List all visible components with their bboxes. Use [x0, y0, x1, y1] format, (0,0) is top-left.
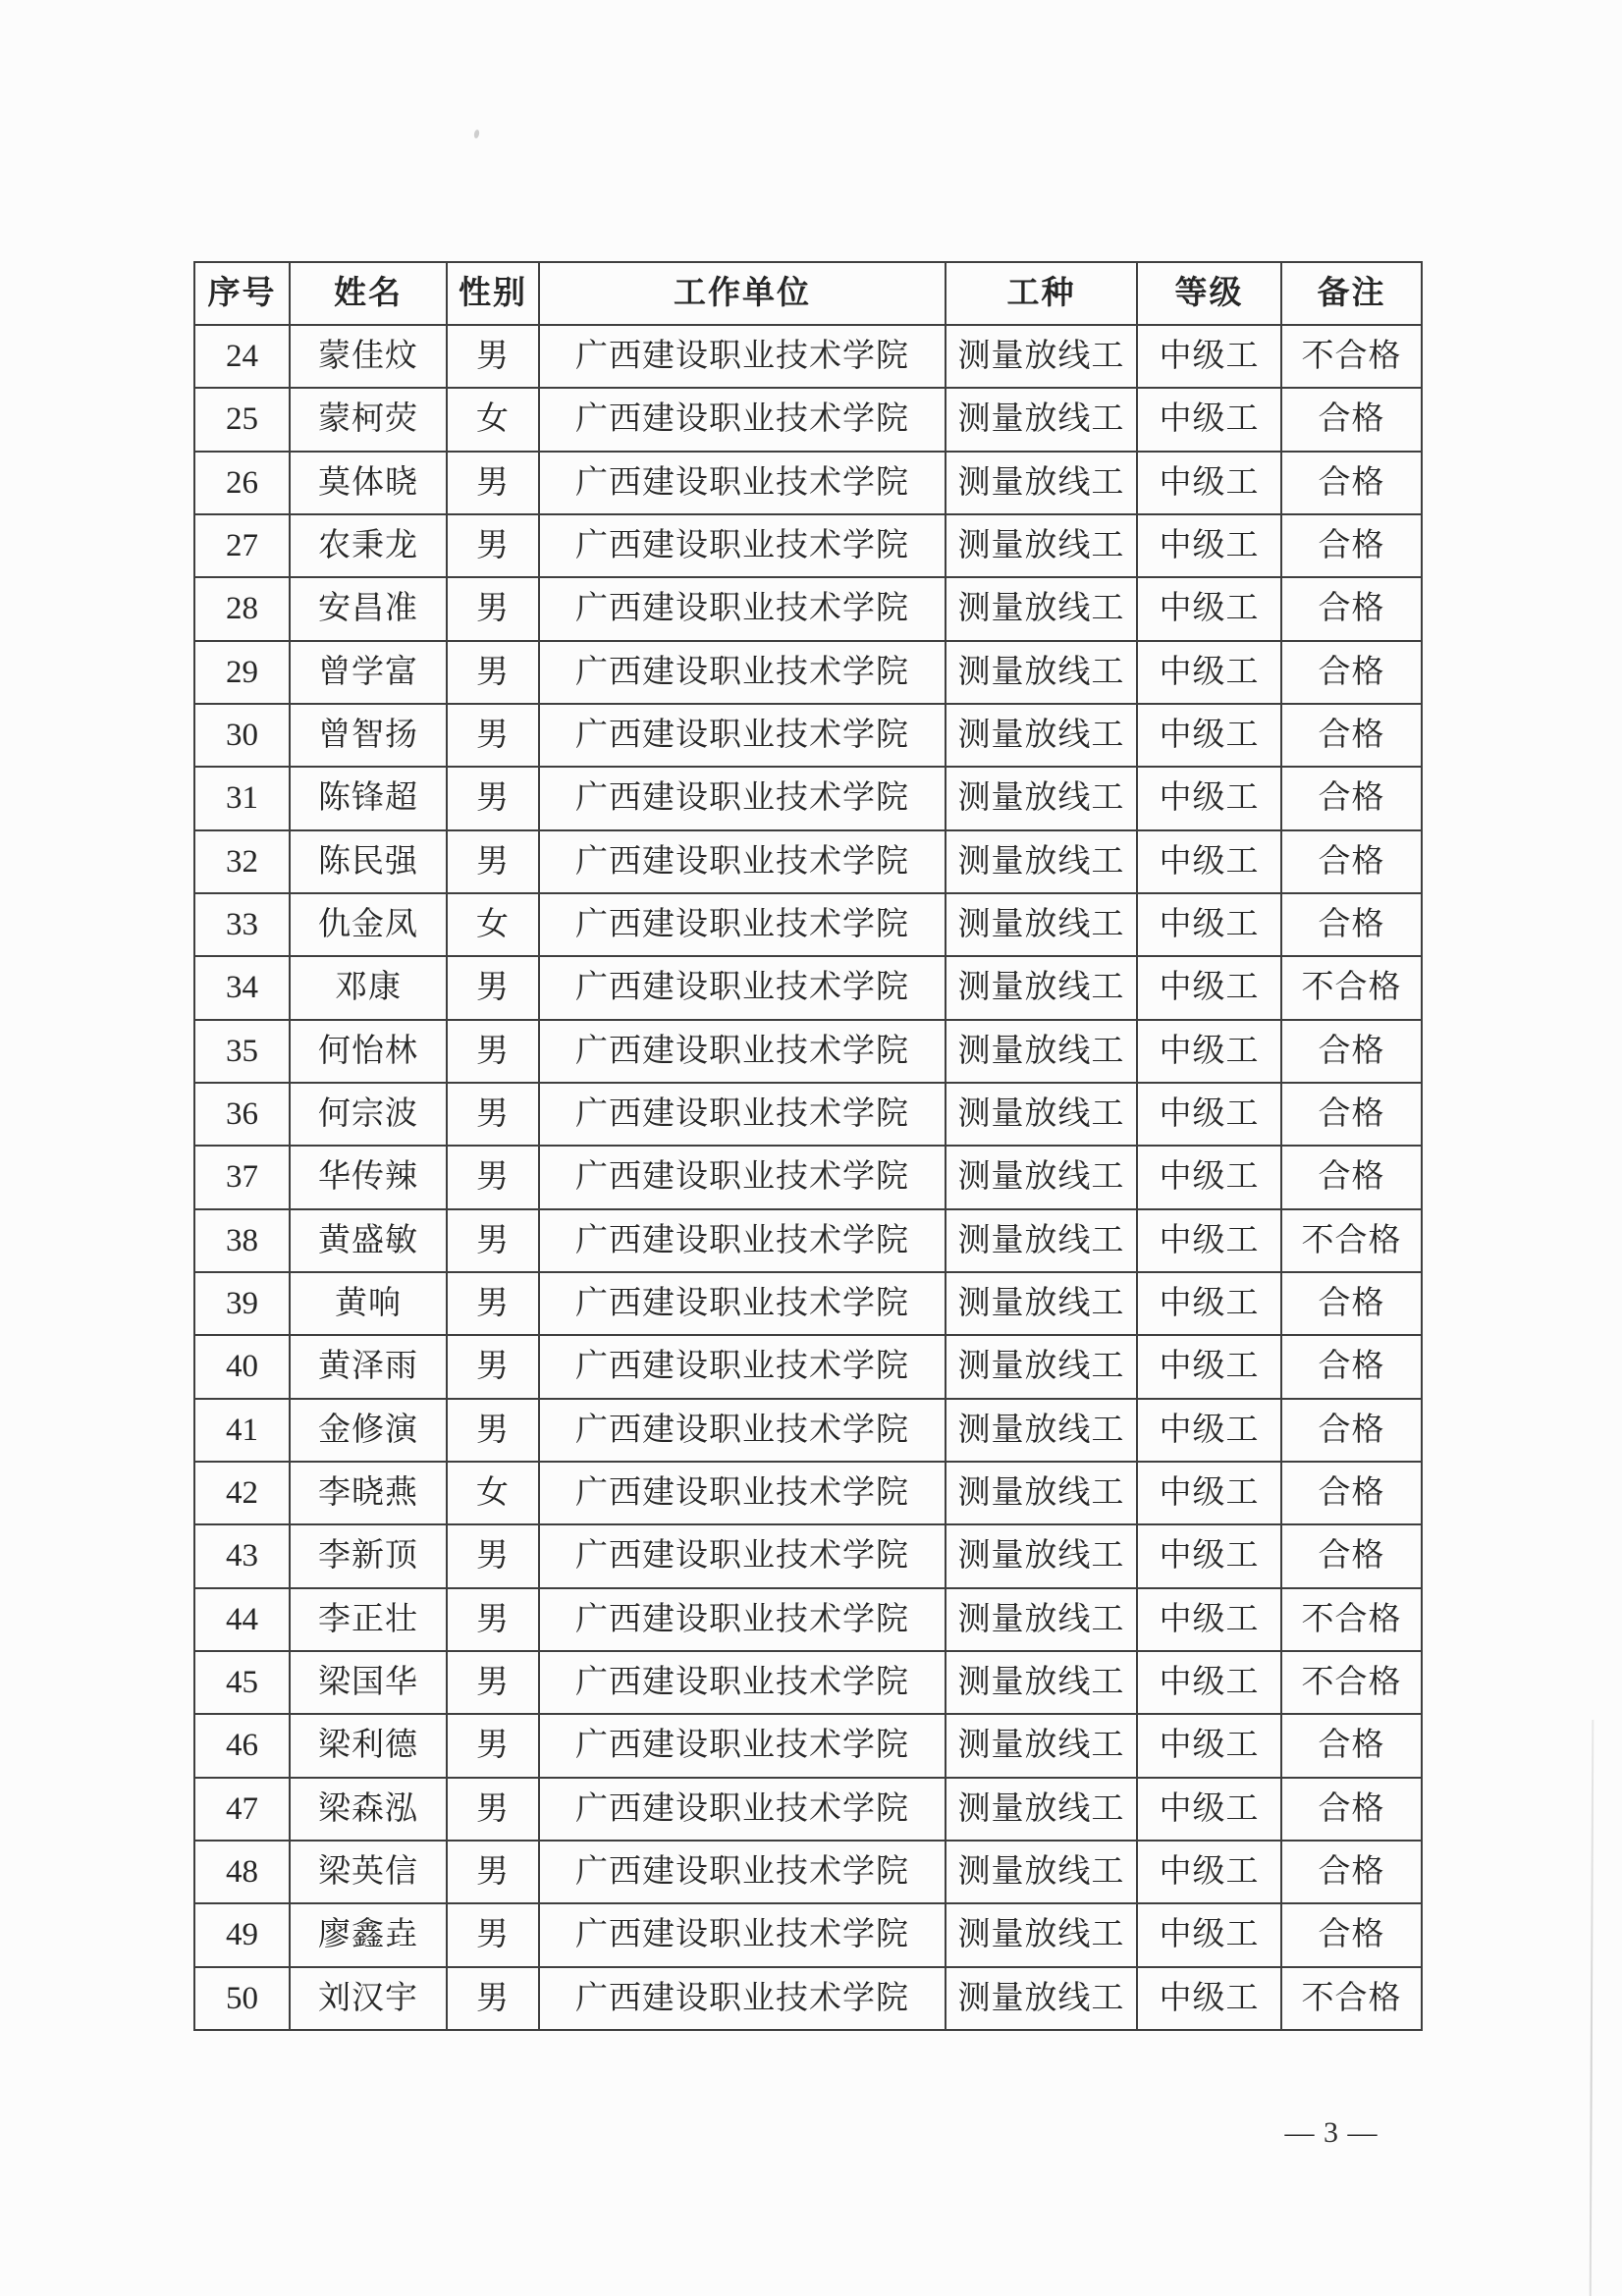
cell-serial: 40 [194, 1335, 290, 1398]
cell-gender: 男 [447, 704, 539, 767]
cell-grade: 中级工 [1137, 956, 1281, 1019]
cell-name: 梁森泓 [290, 1778, 447, 1841]
cell-gender: 男 [447, 1020, 539, 1083]
table-row [194, 1903, 1422, 1966]
cell-name: 金修演 [290, 1399, 447, 1462]
cell-trade: 测量放线工 [946, 1020, 1137, 1083]
cell-remark: 合格 [1281, 577, 1422, 640]
cell-grade: 中级工 [1137, 767, 1281, 829]
cell-gender: 男 [447, 1588, 539, 1651]
table-row [194, 1399, 1422, 1462]
cell-name: 农秉龙 [290, 514, 447, 577]
table-row [194, 767, 1422, 829]
cell-trade: 测量放线工 [946, 1778, 1137, 1841]
cell-gender: 男 [447, 452, 539, 514]
table-row [194, 1083, 1422, 1146]
cell-gender: 男 [447, 1841, 539, 1903]
cell-name: 陈民强 [290, 830, 447, 893]
cell-grade: 中级工 [1137, 1272, 1281, 1335]
cell-serial: 24 [194, 325, 290, 388]
cell-serial: 27 [194, 514, 290, 577]
cell-serial: 35 [194, 1020, 290, 1083]
cell-serial: 45 [194, 1651, 290, 1714]
page-number: — 3 — [1284, 2116, 1379, 2149]
table-row [194, 641, 1422, 704]
cell-grade: 中级工 [1137, 1967, 1281, 2030]
cell-serial: 37 [194, 1146, 290, 1208]
cell-work-unit: 广西建设职业技术学院 [539, 1462, 946, 1524]
cell-gender: 男 [447, 1778, 539, 1841]
cell-serial: 38 [194, 1209, 290, 1272]
cell-trade: 测量放线工 [946, 893, 1137, 956]
cell-name: 李正壮 [290, 1588, 447, 1651]
cell-grade: 中级工 [1137, 1651, 1281, 1714]
cell-work-unit: 广西建设职业技术学院 [539, 767, 946, 829]
cell-work-unit: 广西建设职业技术学院 [539, 514, 946, 577]
cell-gender: 男 [447, 1524, 539, 1587]
cell-name: 曾学富 [290, 641, 447, 704]
cell-serial: 48 [194, 1841, 290, 1903]
cell-gender: 男 [447, 1335, 539, 1398]
cell-trade: 测量放线工 [946, 1714, 1137, 1777]
cell-grade: 中级工 [1137, 1146, 1281, 1208]
table-row [194, 1020, 1422, 1083]
cell-remark: 合格 [1281, 1146, 1422, 1208]
cell-name: 何怡林 [290, 1020, 447, 1083]
cell-gender: 男 [447, 641, 539, 704]
cell-gender: 男 [447, 1903, 539, 1966]
cell-name: 黄泽雨 [290, 1335, 447, 1398]
cell-grade: 中级工 [1137, 704, 1281, 767]
cell-name: 何宗波 [290, 1083, 447, 1146]
column-header-gender: 性别 [447, 262, 539, 325]
cell-trade: 测量放线工 [946, 641, 1137, 704]
table-row [194, 1841, 1422, 1903]
table-row [194, 1146, 1422, 1208]
cell-serial: 44 [194, 1588, 290, 1651]
cell-trade: 测量放线工 [946, 1209, 1137, 1272]
cell-trade: 测量放线工 [946, 388, 1137, 451]
cell-name: 廖鑫垚 [290, 1903, 447, 1966]
cell-name: 安昌准 [290, 577, 447, 640]
cell-serial: 28 [194, 577, 290, 640]
cell-serial: 30 [194, 704, 290, 767]
cell-name: 莫体晓 [290, 452, 447, 514]
cell-grade: 中级工 [1137, 388, 1281, 451]
cell-grade: 中级工 [1137, 1399, 1281, 1462]
cell-gender: 男 [447, 767, 539, 829]
cell-remark: 合格 [1281, 514, 1422, 577]
cell-trade: 测量放线工 [946, 1335, 1137, 1398]
cell-grade: 中级工 [1137, 1778, 1281, 1841]
cell-work-unit: 广西建设职业技术学院 [539, 830, 946, 893]
cell-trade: 测量放线工 [946, 767, 1137, 829]
cell-name: 陈锋超 [290, 767, 447, 829]
cell-remark: 合格 [1281, 1714, 1422, 1777]
cell-work-unit: 广西建设职业技术学院 [539, 641, 946, 704]
cell-trade: 测量放线工 [946, 1841, 1137, 1903]
cell-serial: 34 [194, 956, 290, 1019]
cell-trade: 测量放线工 [946, 577, 1137, 640]
cell-trade: 测量放线工 [946, 956, 1137, 1019]
cell-serial: 50 [194, 1967, 290, 2030]
cell-work-unit: 广西建设职业技术学院 [539, 1651, 946, 1714]
cell-remark: 合格 [1281, 641, 1422, 704]
certification-results-table [193, 261, 1423, 2031]
table-row [194, 1462, 1422, 1524]
cell-serial: 29 [194, 641, 290, 704]
table-row [194, 514, 1422, 577]
scan-artifact-line [1590, 1720, 1595, 2296]
cell-trade: 测量放线工 [946, 1588, 1137, 1651]
cell-remark: 合格 [1281, 704, 1422, 767]
cell-gender: 女 [447, 893, 539, 956]
cell-grade: 中级工 [1137, 830, 1281, 893]
cell-name: 梁英信 [290, 1841, 447, 1903]
cell-gender: 男 [447, 1272, 539, 1335]
cell-name: 李晓燕 [290, 1462, 447, 1524]
table-row [194, 577, 1422, 640]
cell-remark: 合格 [1281, 452, 1422, 514]
cell-grade: 中级工 [1137, 1209, 1281, 1272]
table-row [194, 704, 1422, 767]
cell-trade: 测量放线工 [946, 1967, 1137, 2030]
cell-trade: 测量放线工 [946, 514, 1137, 577]
table-row [194, 956, 1422, 1019]
cell-trade: 测量放线工 [946, 1083, 1137, 1146]
cell-name: 邓康 [290, 956, 447, 1019]
cell-trade: 测量放线工 [946, 1651, 1137, 1714]
cell-trade: 测量放线工 [946, 1146, 1137, 1208]
cell-name: 黄盛敏 [290, 1209, 447, 1272]
column-header-work-unit: 工作单位 [539, 262, 946, 325]
cell-name: 蒙柯荧 [290, 388, 447, 451]
column-header-trade: 工种 [946, 262, 1137, 325]
cell-gender: 男 [447, 1714, 539, 1777]
cell-grade: 中级工 [1137, 452, 1281, 514]
cell-serial: 39 [194, 1272, 290, 1335]
cell-remark: 不合格 [1281, 956, 1422, 1019]
table-row [194, 1588, 1422, 1651]
cell-gender: 男 [447, 956, 539, 1019]
cell-work-unit: 广西建设职业技术学院 [539, 1967, 946, 2030]
cell-grade: 中级工 [1137, 1524, 1281, 1587]
cell-serial: 25 [194, 388, 290, 451]
cell-trade: 测量放线工 [946, 452, 1137, 514]
cell-grade: 中级工 [1137, 1841, 1281, 1903]
cell-grade: 中级工 [1137, 893, 1281, 956]
cell-serial: 49 [194, 1903, 290, 1966]
cell-trade: 测量放线工 [946, 704, 1137, 767]
cell-gender: 女 [447, 1462, 539, 1524]
cell-name: 蒙佳炆 [290, 325, 447, 388]
cell-remark: 合格 [1281, 1335, 1422, 1398]
cell-serial: 32 [194, 830, 290, 893]
table-row [194, 1714, 1422, 1777]
table-row [194, 1967, 1422, 2030]
cell-remark: 不合格 [1281, 325, 1422, 388]
cell-grade: 中级工 [1137, 1020, 1281, 1083]
table-row [194, 1272, 1422, 1335]
cell-gender: 男 [447, 514, 539, 577]
cell-serial: 47 [194, 1778, 290, 1841]
cell-gender: 男 [447, 577, 539, 640]
table-row [194, 1651, 1422, 1714]
cell-remark: 合格 [1281, 830, 1422, 893]
cell-remark: 合格 [1281, 767, 1422, 829]
cell-grade: 中级工 [1137, 1462, 1281, 1524]
cell-name: 刘汉宇 [290, 1967, 447, 2030]
cell-remark: 合格 [1281, 1020, 1422, 1083]
cell-remark: 不合格 [1281, 1651, 1422, 1714]
cell-gender: 男 [447, 1083, 539, 1146]
cell-remark: 合格 [1281, 1524, 1422, 1587]
cell-gender: 女 [447, 388, 539, 451]
cell-trade: 测量放线工 [946, 325, 1137, 388]
column-header-serial: 序号 [194, 262, 290, 325]
table-row [194, 452, 1422, 514]
column-header-name: 姓名 [290, 262, 447, 325]
cell-gender: 男 [447, 325, 539, 388]
scan-artifact-dot [473, 130, 480, 139]
cell-remark: 不合格 [1281, 1209, 1422, 1272]
cell-work-unit: 广西建设职业技术学院 [539, 704, 946, 767]
cell-name: 黄响 [290, 1272, 447, 1335]
cell-work-unit: 广西建设职业技术学院 [539, 1083, 946, 1146]
cell-work-unit: 广西建设职业技术学院 [539, 452, 946, 514]
cell-grade: 中级工 [1137, 514, 1281, 577]
cell-work-unit: 广西建设职业技术学院 [539, 1841, 946, 1903]
cell-remark: 不合格 [1281, 1588, 1422, 1651]
cell-remark: 合格 [1281, 388, 1422, 451]
cell-trade: 测量放线工 [946, 830, 1137, 893]
table-row [194, 1524, 1422, 1587]
cell-grade: 中级工 [1137, 1588, 1281, 1651]
table-header [194, 262, 1422, 325]
cell-work-unit: 广西建设职业技术学院 [539, 1524, 946, 1587]
cell-serial: 26 [194, 452, 290, 514]
cell-work-unit: 广西建设职业技术学院 [539, 1146, 946, 1208]
cell-work-unit: 广西建设职业技术学院 [539, 1903, 946, 1966]
cell-remark: 合格 [1281, 1778, 1422, 1841]
cell-work-unit: 广西建设职业技术学院 [539, 325, 946, 388]
cell-work-unit: 广西建设职业技术学院 [539, 1020, 946, 1083]
cell-name: 李新顶 [290, 1524, 447, 1587]
cell-remark: 合格 [1281, 1083, 1422, 1146]
cell-serial: 41 [194, 1399, 290, 1462]
cell-remark: 不合格 [1281, 1967, 1422, 2030]
cell-trade: 测量放线工 [946, 1272, 1137, 1335]
cell-serial: 43 [194, 1524, 290, 1587]
cell-serial: 42 [194, 1462, 290, 1524]
cell-remark: 合格 [1281, 893, 1422, 956]
cell-work-unit: 广西建设职业技术学院 [539, 956, 946, 1019]
cell-gender: 男 [447, 1399, 539, 1462]
cell-name: 曾智扬 [290, 704, 447, 767]
cell-name: 梁利德 [290, 1714, 447, 1777]
table-row [194, 388, 1422, 451]
cell-remark: 合格 [1281, 1272, 1422, 1335]
cell-work-unit: 广西建设职业技术学院 [539, 1714, 946, 1777]
cell-name: 梁国华 [290, 1651, 447, 1714]
cell-trade: 测量放线工 [946, 1903, 1137, 1966]
cell-remark: 合格 [1281, 1462, 1422, 1524]
cell-work-unit: 广西建设职业技术学院 [539, 1399, 946, 1462]
cell-grade: 中级工 [1137, 1335, 1281, 1398]
cell-work-unit: 广西建设职业技术学院 [539, 1588, 946, 1651]
cell-grade: 中级工 [1137, 325, 1281, 388]
cell-work-unit: 广西建设职业技术学院 [539, 893, 946, 956]
cell-trade: 测量放线工 [946, 1524, 1137, 1587]
table-row [194, 325, 1422, 388]
cell-grade: 中级工 [1137, 577, 1281, 640]
table-row [194, 1209, 1422, 1272]
cell-gender: 男 [447, 1967, 539, 2030]
cell-gender: 男 [447, 1209, 539, 1272]
cell-grade: 中级工 [1137, 1083, 1281, 1146]
cell-grade: 中级工 [1137, 641, 1281, 704]
cell-work-unit: 广西建设职业技术学院 [539, 1335, 946, 1398]
cell-serial: 33 [194, 893, 290, 956]
column-header-grade: 等级 [1137, 262, 1281, 325]
cell-trade: 测量放线工 [946, 1462, 1137, 1524]
cell-work-unit: 广西建设职业技术学院 [539, 1272, 946, 1335]
cell-work-unit: 广西建设职业技术学院 [539, 577, 946, 640]
cell-serial: 46 [194, 1714, 290, 1777]
cell-work-unit: 广西建设职业技术学院 [539, 388, 946, 451]
table-row [194, 830, 1422, 893]
cell-grade: 中级工 [1137, 1903, 1281, 1966]
cell-work-unit: 广西建设职业技术学院 [539, 1778, 946, 1841]
cell-name: 华传辣 [290, 1146, 447, 1208]
cell-remark: 合格 [1281, 1903, 1422, 1966]
cell-serial: 31 [194, 767, 290, 829]
cell-grade: 中级工 [1137, 1714, 1281, 1777]
cell-remark: 合格 [1281, 1841, 1422, 1903]
table-row [194, 1335, 1422, 1398]
column-header-remark: 备注 [1281, 262, 1422, 325]
table-body [194, 325, 1422, 2030]
cell-work-unit: 广西建设职业技术学院 [539, 1209, 946, 1272]
table-header-row [194, 262, 1422, 325]
cell-remark: 合格 [1281, 1399, 1422, 1462]
cell-trade: 测量放线工 [946, 1399, 1137, 1462]
table-row [194, 1778, 1422, 1841]
cell-gender: 男 [447, 1651, 539, 1714]
cell-name: 仇金凤 [290, 893, 447, 956]
table-row [194, 893, 1422, 956]
cell-gender: 男 [447, 1146, 539, 1208]
cell-serial: 36 [194, 1083, 290, 1146]
cell-gender: 男 [447, 830, 539, 893]
